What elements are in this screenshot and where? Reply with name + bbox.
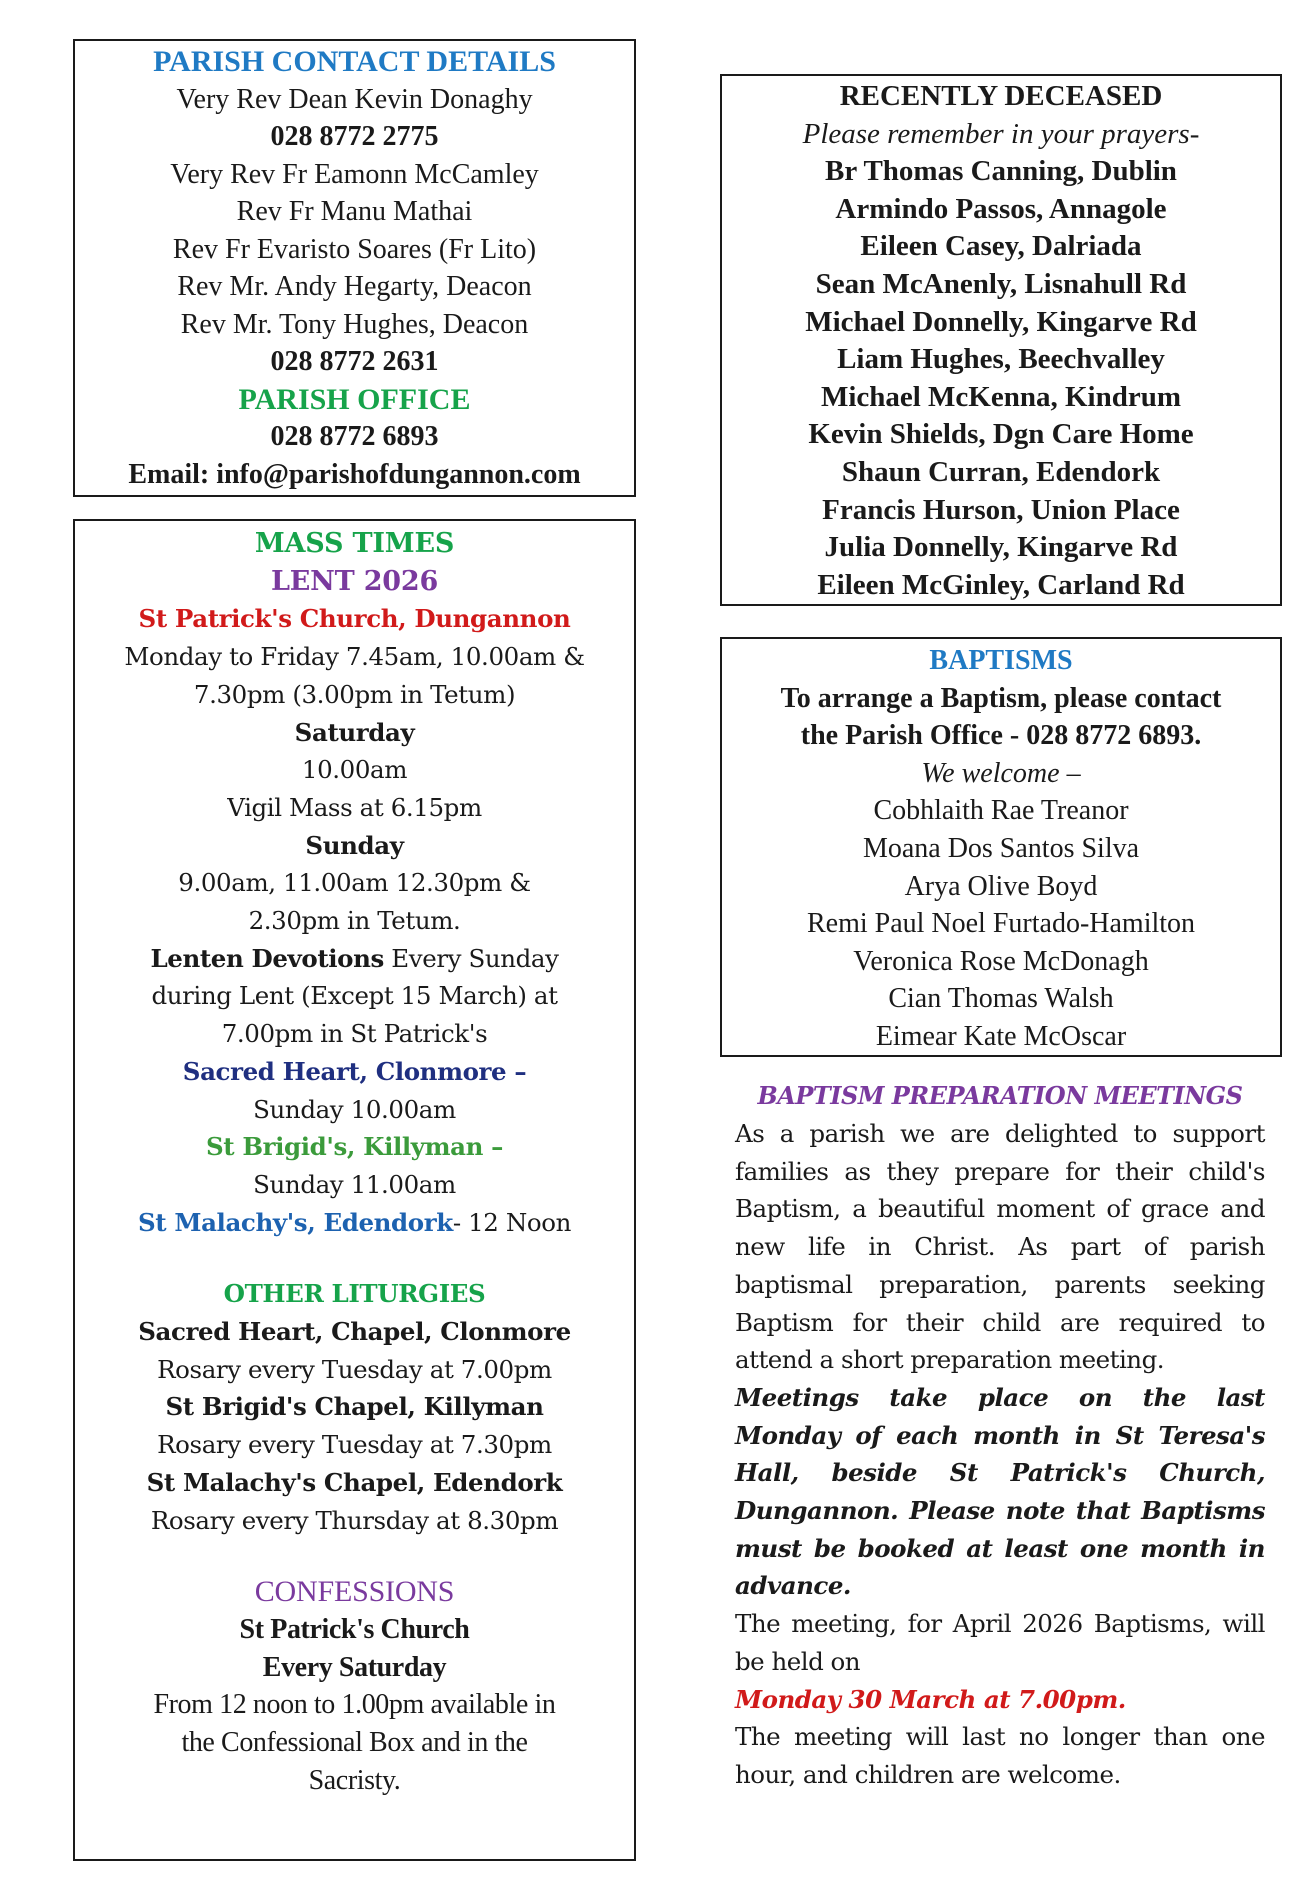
lenten-devotions-text: 7.00pm in St Patrick's	[221, 1019, 488, 1049]
baptised-name: Moana Dos Santos Silva	[862, 832, 1140, 864]
st-malachy-church: St Malachy's, Edendork	[138, 1207, 453, 1237]
deceased-heading: RECENTLY DECEASED	[839, 80, 1163, 112]
baptisms-box	[720, 637, 1282, 1057]
contact-heading: PARISH CONTACT DETAILS	[153, 45, 556, 78]
baptised-name: Eimear Kate McOscar	[875, 1020, 1127, 1052]
deceased-name: Kevin Shields, Dgn Care Home	[808, 418, 1194, 451]
baptised-name: Veronica Rose McDonagh	[853, 945, 1149, 977]
lenten-devotions	[75, 940, 634, 978]
deceased-name: Eileen McGinley, Carland Rd	[817, 568, 1185, 601]
baptism-contact: the Parish Office - 028 8772 6893.	[800, 720, 1202, 752]
season-heading: LENT 2026	[270, 565, 439, 597]
rosary-time: Rosary every Tuesday at 7.00pm	[157, 1354, 552, 1384]
preparation-intro: As a parish we are delighted to support families as they prepare for their child's Baptism, a beautiful moment of grace and new life in Christ. As part of parish baptismal preparation, parents seeking Baptism for their child are required to attend a short preparation meeting.	[735, 1119, 1265, 1375]
weekday-times: Monday to Friday 7.45am, 10.00am &	[124, 642, 585, 672]
office-phone: 028 8772 6893	[270, 421, 439, 452]
confessions-day: Every Saturday	[262, 1651, 447, 1683]
priest-name: Rev Fr Evaristo Soares (Fr Lito)	[172, 233, 537, 265]
rosary-time: Rosary every Tuesday at 7.30pm	[157, 1430, 552, 1460]
parish-contact-box	[73, 39, 636, 497]
confessions-detail: Sacristy.	[308, 1764, 401, 1796]
confessions-heading: CONFESSIONS	[254, 1575, 455, 1609]
dean-name: Very Rev Dean Kevin Donaghy	[176, 83, 533, 115]
st-malachy-line	[75, 1204, 634, 1242]
saturday-time: 10.00am	[301, 755, 408, 785]
church-name: St Patrick's Church, Dungannon	[138, 604, 571, 634]
spacer	[75, 1241, 634, 1275]
chapel-name: St Brigid's Chapel, Killyman	[165, 1392, 544, 1422]
weekday-times: 7.30pm (3.00pm in Tetum)	[193, 679, 516, 709]
deceased-name: Julia Donnelly, Kingarve Rd	[824, 531, 1178, 564]
mass-times-box	[73, 519, 636, 1861]
baptisms-heading: BAPTISMS	[929, 645, 1073, 676]
spacer	[75, 1539, 634, 1573]
lenten-devotions-text: Every Sunday	[383, 943, 559, 973]
st-malachy-time: - 12 Noon	[452, 1207, 571, 1237]
lenten-devotions-label: Lenten Devotions	[150, 943, 384, 973]
priest-name: Very Rev Fr Eamonn McCamley	[170, 158, 539, 190]
baptised-name: Arya Olive Boyd	[904, 870, 1098, 902]
deceased-name: Sean McAnenly, Lisnahull Rd	[815, 267, 1187, 300]
office-heading: PARISH OFFICE	[238, 382, 471, 416]
welcome-label: We welcome –	[921, 757, 1081, 789]
deacon-name: Rev Mr. Andy Hegarty, Deacon	[177, 271, 532, 302]
meeting-date: Monday 30 March at 7.00pm.	[735, 1684, 1126, 1714]
meeting-details: Meetings take place on the last Monday of each month in St Teresa's Hall, beside St Patrick's Church, Dungannon. Please note that Baptisms must be booked at least one month in advance.	[735, 1382, 1265, 1601]
deceased-name: Michael Donnelly, Kingarve Rd	[805, 305, 1197, 338]
baptised-name: Cian Thomas Walsh	[888, 983, 1114, 1015]
deceased-name: Eileen Casey, Dalriada	[860, 230, 1142, 263]
saturday-label: Saturday	[294, 717, 415, 747]
sunday-times: 2.30pm in Tetum.	[248, 906, 461, 936]
sacred-heart-church: Sacred Heart, Clonmore –	[182, 1056, 527, 1086]
dean-phone: 028 8772 2775	[270, 121, 439, 152]
deceased-name: Michael McKenna, Kindrum	[820, 380, 1182, 413]
preparation-heading: BAPTISM PREPARATION MEETINGS	[757, 1081, 1243, 1110]
deceased-name: Shaun Curran, Edendork	[841, 455, 1161, 488]
chapel-name: St Malachy's Chapel, Edendork	[146, 1467, 563, 1497]
confessions-detail: the Confessional Box and in the	[181, 1727, 528, 1759]
sunday-times: 9.00am, 11.00am 12.30pm &	[178, 868, 531, 898]
confessions-church: St Patrick's Church	[239, 1613, 470, 1645]
baptised-name: Cobhlaith Rae Treanor	[873, 795, 1129, 827]
mass-heading: MASS TIMES	[254, 528, 455, 559]
baptism-preparation-section	[735, 1077, 1265, 1794]
deacon-name: Rev Mr. Tony Hughes, Deacon	[180, 308, 529, 340]
rosary-time: Rosary every Thursday at 8.30pm	[150, 1505, 559, 1535]
chapel-name: Sacred Heart, Chapel, Clonmore	[138, 1317, 571, 1347]
st-brigid-church: St Brigid's, Killyman –	[205, 1132, 504, 1162]
liturgies-heading: OTHER LITURGIES	[223, 1279, 486, 1309]
confessions-detail: From 12 noon to 1.00pm available in	[153, 1689, 556, 1721]
next-meeting: The meeting, for April 2026 Baptisms, will be held on	[735, 1609, 1265, 1676]
meeting-closing: The meeting will last no longer than one hour, and children are welcome.	[735, 1722, 1265, 1789]
sacred-heart-time: Sunday 10.00am	[253, 1094, 456, 1124]
lenten-devotions-text: during Lent (Except 15 March) at	[151, 981, 558, 1011]
office-email[interactable]: Email: info@parishofdungannon.com	[128, 458, 581, 490]
prayer-request: Please remember in your prayers-	[802, 117, 1200, 150]
clergy-phone: 028 8772 2631	[270, 346, 439, 377]
sunday-label: Sunday	[305, 830, 404, 860]
st-brigid-time: Sunday 11.00am	[253, 1169, 456, 1199]
deceased-name: Liam Hughes, Beechvalley	[837, 343, 1165, 376]
recently-deceased-box	[720, 74, 1282, 606]
vigil-time: Vigil Mass at 6.15pm	[227, 792, 482, 822]
baptised-name: Remi Paul Noel Furtado-Hamilton	[806, 908, 1196, 940]
deceased-name: Armindo Passos, Annagole	[835, 192, 1167, 225]
deceased-name: Br Thomas Canning, Dublin	[825, 155, 1177, 188]
baptism-contact: To arrange a Baptism, please contact	[780, 682, 1222, 714]
deceased-name: Francis Hurson, Union Place	[822, 493, 1180, 526]
priest-name: Rev Fr Manu Mathai	[236, 196, 473, 227]
